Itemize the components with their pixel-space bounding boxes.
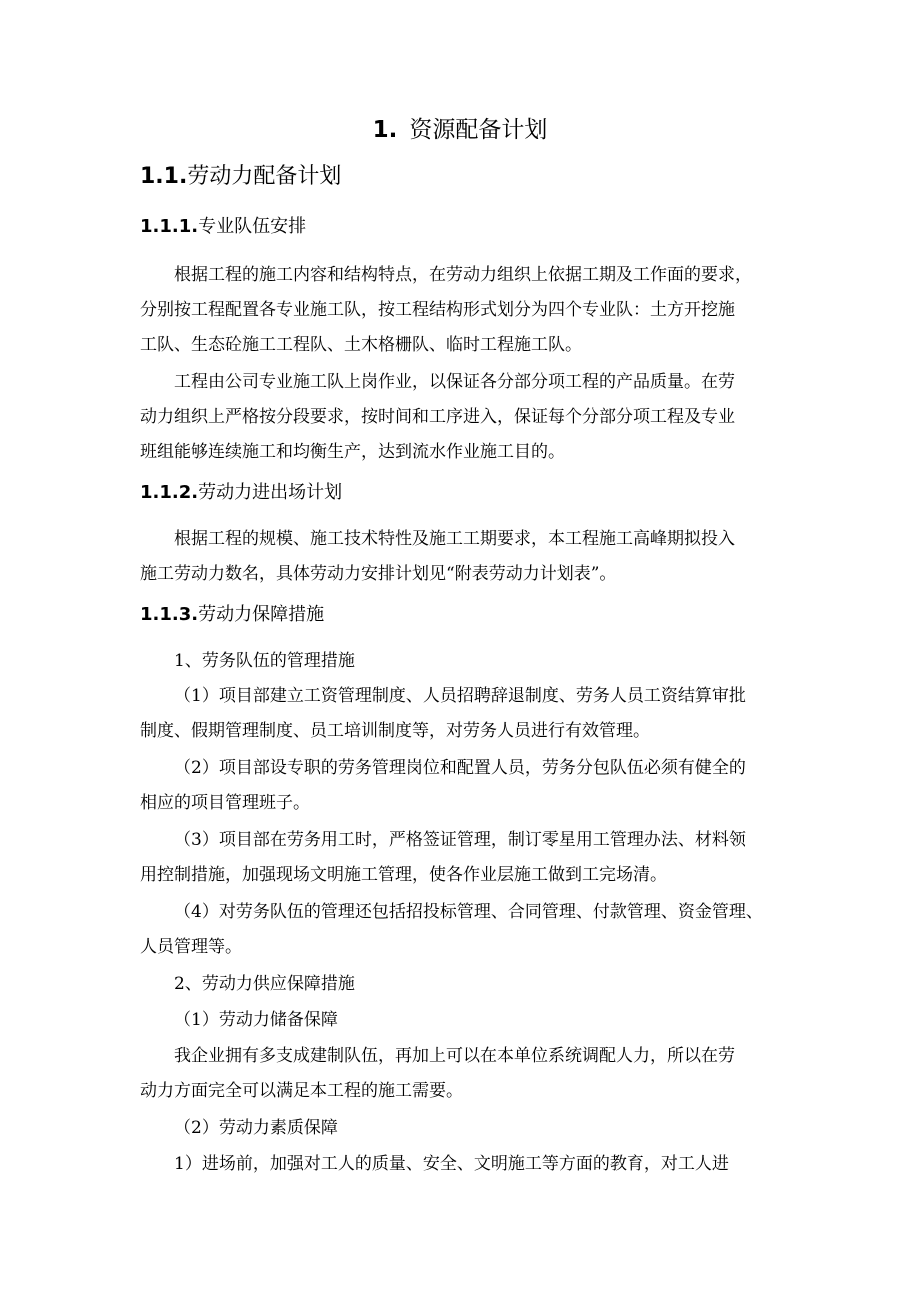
heading-number: 1. [372, 117, 398, 143]
list-heading: 2、劳动力供应保障措施 [174, 974, 355, 994]
heading-level-1 [0, 114, 920, 146]
list-item-line: 相应的项目管理班子。 [140, 793, 310, 813]
section-heading-1-1-2 [140, 479, 342, 507]
paragraph-line: 工程由公司专业施工队上岗作业，以保证各分部分项工程的产品质量。在劳 [174, 372, 735, 392]
section-heading-1-1-1 [140, 213, 306, 241]
list-item-line: 1）进场前，加强对工人的质量、安全、文明施工等方面的教育，对工人进 [174, 1154, 729, 1174]
paragraph-line: 根据工程的规模、施工技术特性及施工工期要求，本工程施工高峰期拟投入 [174, 529, 735, 549]
paragraph-line: 根据工程的施工内容和结构特点，在劳动力组织上依据工期及工作面的要求， [174, 265, 752, 285]
heading-text: 资源配备计划 [409, 117, 548, 143]
paragraph-line: 施工劳动力数名，具体劳动力安排计划见“附表劳动力计划表”。 [140, 564, 617, 584]
paragraph-line: 工队、生态砼施工工程队、土木格栅队、临时工程施工队。 [140, 335, 582, 355]
list-heading: 1、劳务队伍的管理措施 [174, 651, 355, 671]
list-item-line: （2）劳动力素质保障 [174, 1118, 338, 1138]
section-heading-1-1-3 [140, 601, 324, 629]
paragraph-line: 班组能够连续施工和均衡生产，达到流水作业施工目的。 [140, 442, 565, 462]
heading-text: 劳动力配备计划 [187, 164, 342, 189]
list-item-line: （3）项目部在劳务用工时，严格签证管理，制订零星用工管理办法、材料领 [174, 830, 746, 850]
list-item-line: （1）劳动力储备保障 [174, 1010, 338, 1030]
paragraph-line: 动力方面完全可以满足本工程的施工需要。 [140, 1081, 463, 1101]
list-item-line: （4）对劳务队伍的管理还包括招投标管理、合同管理、付款管理、资金管理、 [174, 902, 763, 922]
section-number: 1.1.3. [140, 604, 199, 625]
heading-number: 1.1. [140, 164, 188, 189]
section-number: 1.1.2. [140, 482, 199, 503]
list-item-line: 用控制措施，加强现场文明施工管理，使各作业层施工做到工完场清。 [140, 865, 667, 885]
paragraph-line: 分别按工程配置各专业施工队，按工程结构形式划分为四个专业队：土方开挖施 [140, 300, 735, 320]
list-item-line: 人员管理等。 [140, 937, 242, 957]
section-title: 专业队伍安排 [198, 216, 307, 237]
list-item-line: （2）项目部设专职的劳务管理岗位和配置人员，劳务分包队伍必须有健全的 [174, 758, 746, 778]
list-item-line: 制度、假期管理制度、员工培训制度等，对劳务人员进行有效管理。 [140, 721, 650, 741]
section-title: 劳动力进出场计划 [198, 482, 343, 503]
paragraph-line: 我企业拥有多支成建制队伍，再加上可以在本单位系统调配人力，所以在劳 [174, 1046, 735, 1066]
paragraph-line: 动力组织上严格按分段要求，按时间和工序进入，保证每个分部分项工程及专业 [140, 407, 735, 427]
section-title: 劳动力保障措施 [198, 604, 325, 625]
list-item-line: （1）项目部建立工资管理制度、人员招聘辞退制度、劳务人员工资结算审批 [174, 686, 746, 706]
section-number: 1.1.1. [140, 216, 199, 237]
heading-level-2 [140, 161, 341, 193]
